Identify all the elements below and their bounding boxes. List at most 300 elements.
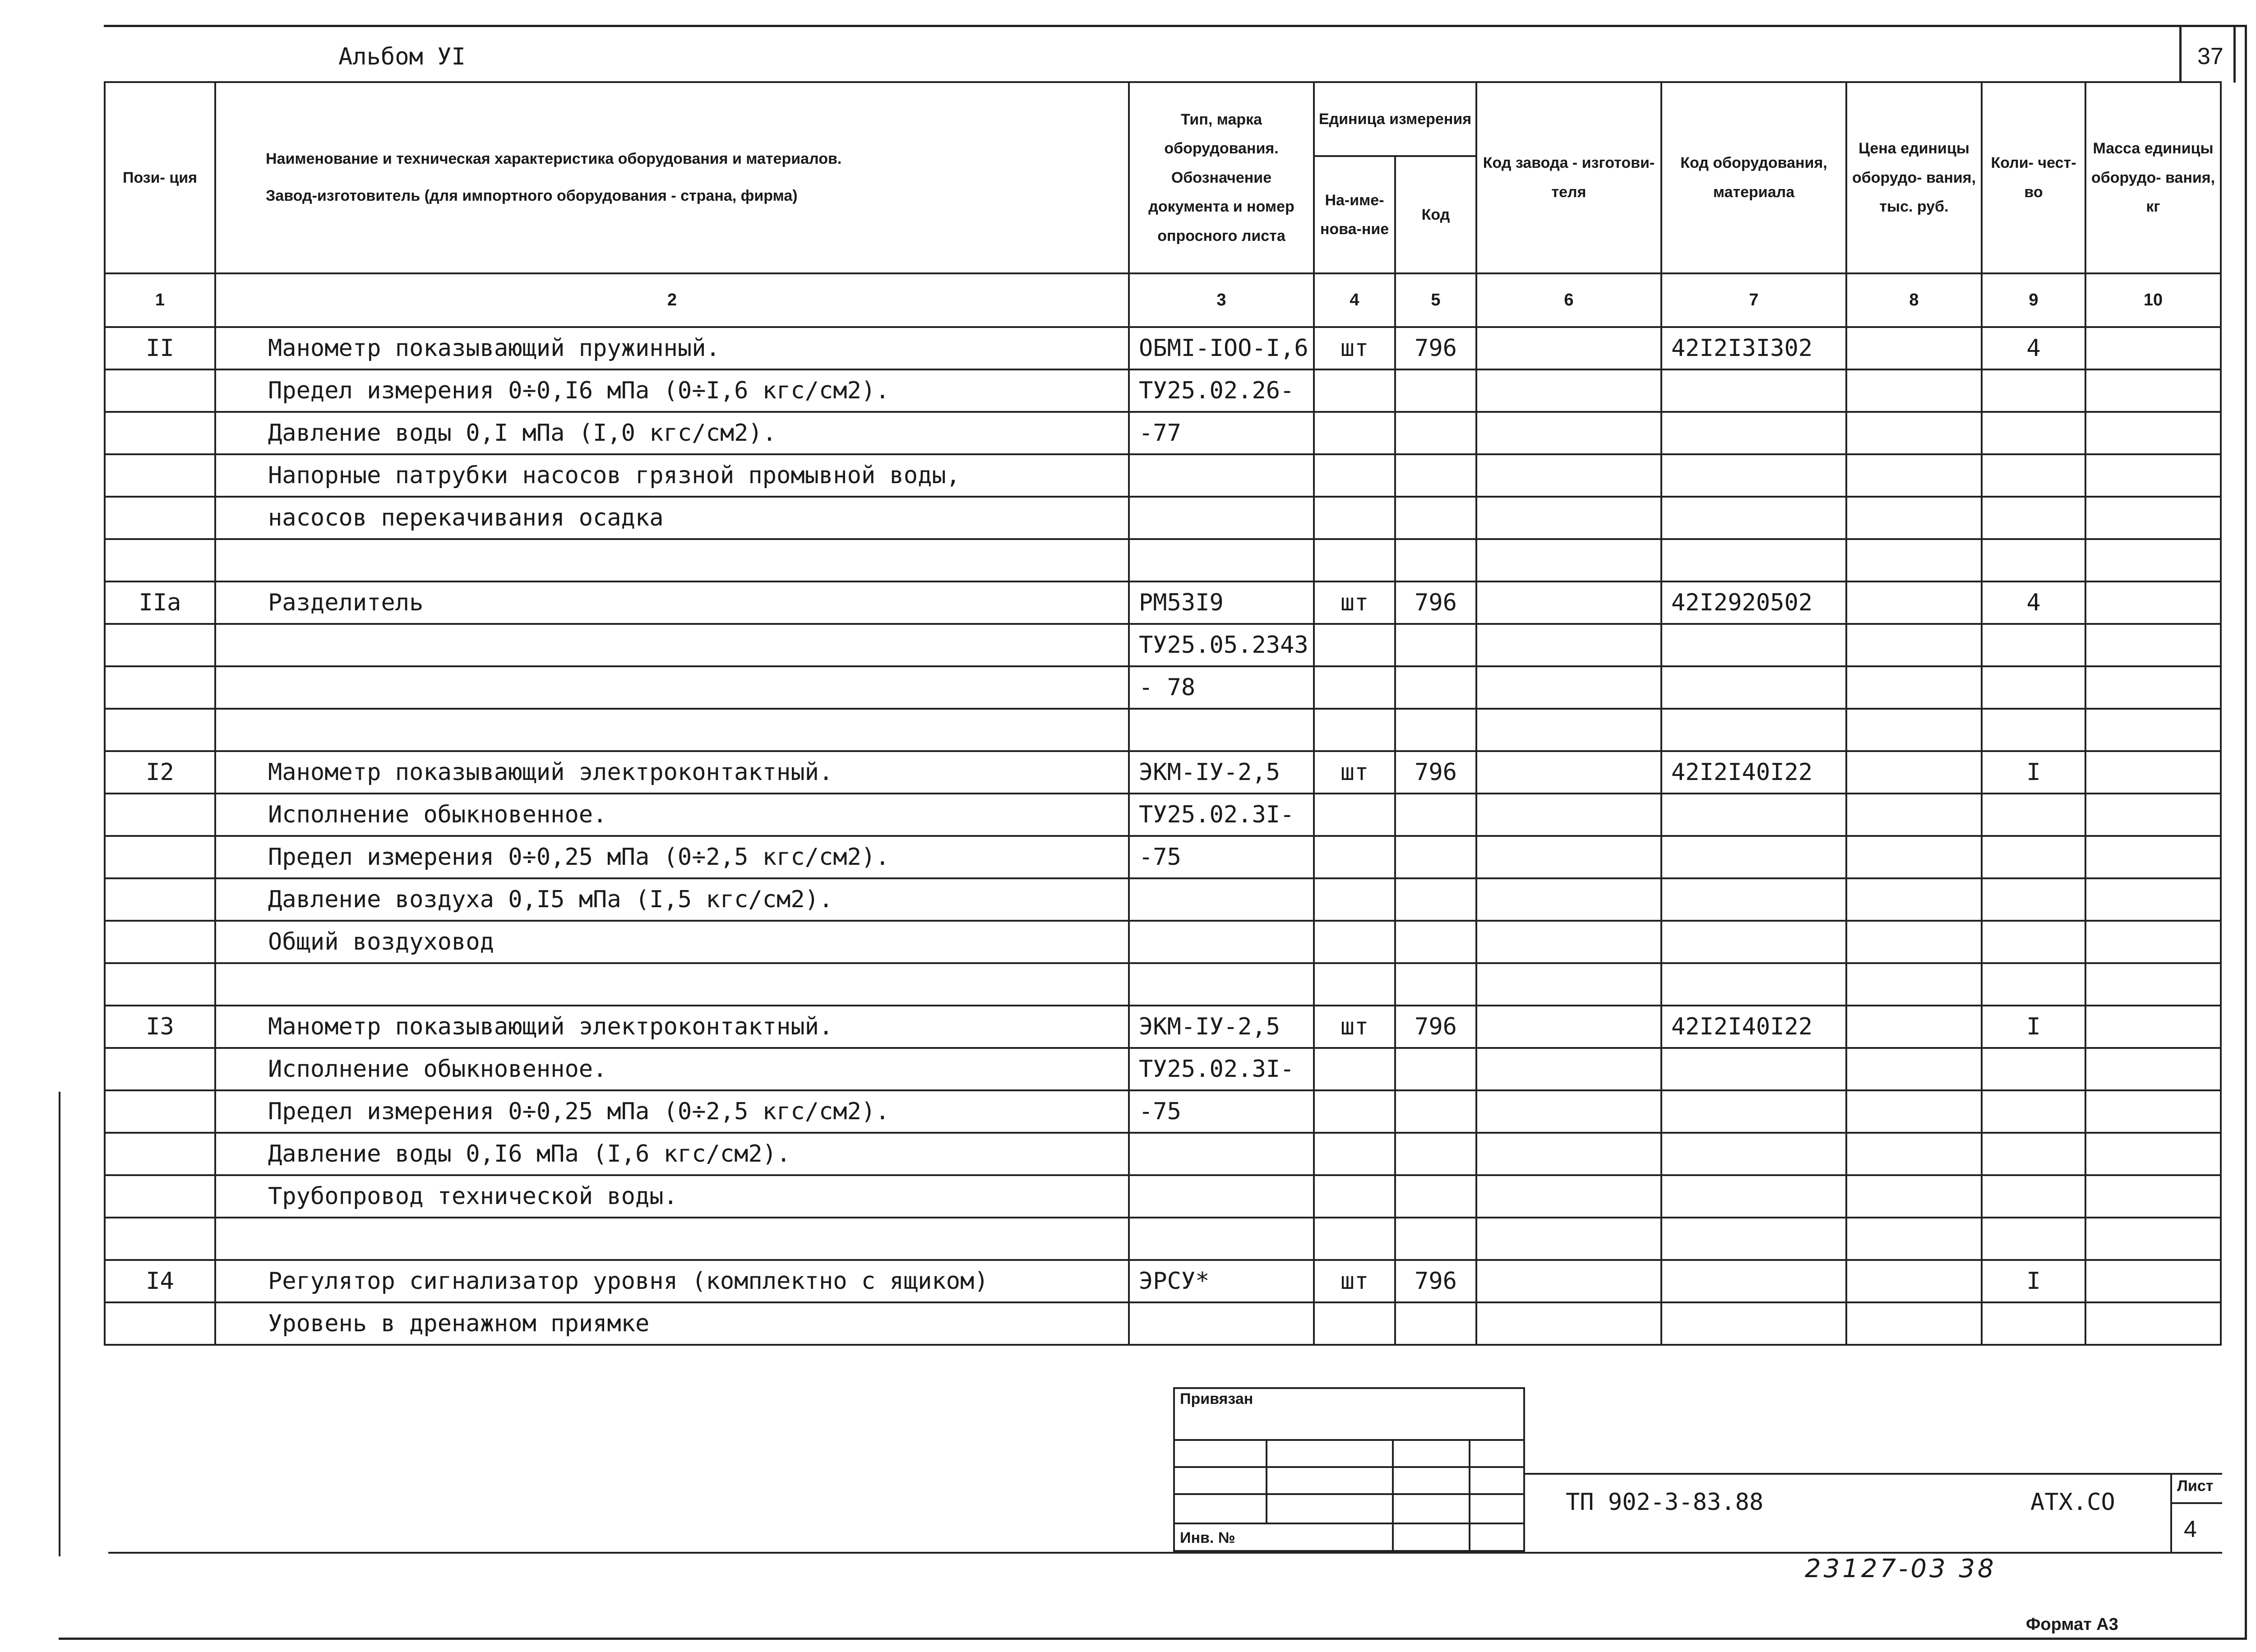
unit-name-cell — [1314, 666, 1395, 709]
page-number: 37 — [2197, 43, 2224, 69]
unit-code-cell — [1395, 1048, 1476, 1090]
table-row — [105, 1090, 2221, 1133]
unit-code-cell — [1395, 709, 1476, 751]
position-cell — [105, 539, 215, 581]
type-cell: ЭКМ-IУ-2,5 — [1129, 751, 1314, 794]
mass-cell — [2085, 666, 2221, 709]
stamp-grid-line — [1469, 1439, 1470, 1552]
price-cell — [1846, 794, 1982, 836]
bound-stamp-box — [1173, 1387, 1525, 1552]
name-cell — [215, 624, 1129, 666]
name-cell: Напорные патрубки насосов грязной промывной воды, — [215, 454, 1129, 497]
unit-name-cell — [1314, 878, 1395, 921]
position-cell — [105, 454, 215, 497]
table-row — [105, 963, 2221, 1006]
document-code: ТП 902-3-83.88 — [1566, 1489, 1764, 1516]
unit-code-cell — [1395, 666, 1476, 709]
equipment-code-cell — [1661, 1175, 1846, 1218]
unit-code-cell — [1395, 1175, 1476, 1218]
price-cell — [1846, 666, 1982, 709]
unit-name-cell — [1314, 1048, 1395, 1090]
column-number: 5 — [1395, 273, 1476, 327]
unit-name-cell — [1314, 1175, 1395, 1218]
position-cell — [105, 709, 215, 751]
mass-cell — [2085, 1175, 2221, 1218]
type-cell: ТУ25.02.3I- — [1129, 1048, 1314, 1090]
table-row — [105, 581, 2221, 624]
column-number: 8 — [1846, 273, 1982, 327]
table-row — [105, 497, 2221, 539]
price-cell — [1846, 1218, 1982, 1260]
type-cell — [1129, 1218, 1314, 1260]
price-cell — [1846, 454, 1982, 497]
bottom-frame-line — [59, 1638, 2247, 1640]
type-cell: ЭКМ-IУ-2,5 — [1129, 1006, 1314, 1048]
unit-name-cell — [1314, 369, 1395, 412]
unit-name-cell: шт — [1314, 327, 1395, 369]
table-row — [105, 1006, 2221, 1048]
quantity-cell — [1982, 1218, 2085, 1260]
unit-code-cell — [1395, 878, 1476, 921]
unit-code-cell: 796 — [1395, 1006, 1476, 1048]
unit-code-cell: 796 — [1395, 581, 1476, 624]
equipment-code-cell — [1661, 921, 1846, 963]
unit-name-cell — [1314, 963, 1395, 1006]
header-price: Цена единицы оборудо- вания, тыс. руб. — [1846, 82, 1982, 273]
position-cell: I4 — [105, 1260, 215, 1302]
price-cell — [1846, 1090, 1982, 1133]
unit-code-cell: 796 — [1395, 1260, 1476, 1302]
name-cell: Трубопровод технической воды. — [215, 1175, 1129, 1218]
quantity-cell — [1982, 1175, 2085, 1218]
stamp-grid-line — [1392, 1439, 1394, 1552]
column-number: 7 — [1661, 273, 1846, 327]
type-cell: РМ53I9 — [1129, 581, 1314, 624]
mass-cell — [2085, 1218, 2221, 1260]
header-row-1 — [105, 82, 2221, 156]
equipment-code-cell — [1661, 1260, 1846, 1302]
position-cell — [105, 878, 215, 921]
quantity-cell — [1982, 709, 2085, 751]
position-cell — [105, 1218, 215, 1260]
name-cell — [215, 1218, 1129, 1260]
position-cell: I3 — [105, 1006, 215, 1048]
header-unit-name: На-име-нова-ние — [1314, 156, 1395, 273]
type-cell — [1129, 497, 1314, 539]
price-cell — [1846, 836, 1982, 878]
position-cell: II — [105, 327, 215, 369]
quantity-cell — [1982, 666, 2085, 709]
position-cell — [105, 369, 215, 412]
price-cell — [1846, 327, 1982, 369]
factory-code-cell — [1476, 794, 1661, 836]
position-cell — [105, 1048, 215, 1090]
column-number: 6 — [1476, 273, 1661, 327]
column-number: 4 — [1314, 273, 1395, 327]
mass-cell — [2085, 497, 2221, 539]
unit-code-cell — [1395, 412, 1476, 454]
factory-code-cell — [1476, 497, 1661, 539]
factory-code-cell — [1476, 751, 1661, 794]
price-cell — [1846, 624, 1982, 666]
mass-cell — [2085, 539, 2221, 581]
quantity-cell — [1982, 539, 2085, 581]
mass-cell — [2085, 454, 2221, 497]
type-cell: - 78 — [1129, 666, 1314, 709]
table-row — [105, 836, 2221, 878]
name-cell: Предел измерения 0÷0,25 мПа (0÷2,5 кгс/см2). — [215, 836, 1129, 878]
document-suffix: АТХ.СО — [2030, 1489, 2115, 1516]
header-type: Тип, марка оборудования. Обозначение документа и номер опросного листа — [1129, 82, 1314, 273]
factory-code-cell — [1476, 327, 1661, 369]
unit-code-cell — [1395, 1302, 1476, 1345]
unit-code-cell — [1395, 794, 1476, 836]
equipment-code-cell — [1661, 1090, 1846, 1133]
quantity-cell — [1982, 963, 2085, 1006]
factory-code-cell — [1476, 624, 1661, 666]
table-row — [105, 624, 2221, 666]
price-cell — [1846, 921, 1982, 963]
equipment-code-cell: 42I2920502 — [1661, 581, 1846, 624]
quantity-cell — [1982, 1133, 2085, 1175]
name-cell: Исполнение обыкновенное. — [215, 1048, 1129, 1090]
type-cell: -77 — [1129, 412, 1314, 454]
handwritten-code: 23127-03 38 — [1805, 1554, 1997, 1583]
price-cell — [1846, 581, 1982, 624]
factory-code-cell — [1476, 836, 1661, 878]
table-row — [105, 1218, 2221, 1260]
position-cell — [105, 1090, 215, 1133]
stamp-grid-line — [1173, 1493, 1525, 1495]
unit-name-cell — [1314, 1133, 1395, 1175]
quantity-cell: I — [1982, 1006, 2085, 1048]
unit-name-cell — [1314, 412, 1395, 454]
price-cell — [1846, 878, 1982, 921]
stamp-grid-line — [1266, 1439, 1267, 1523]
type-cell: ТУ25.02.26- — [1129, 369, 1314, 412]
column-number: 1 — [105, 273, 215, 327]
name-cell: насосов перекачивания осадка — [215, 497, 1129, 539]
mass-cell — [2085, 1133, 2221, 1175]
name-cell — [215, 963, 1129, 1006]
price-cell — [1846, 369, 1982, 412]
factory-code-cell — [1476, 1218, 1661, 1260]
factory-code-cell — [1476, 454, 1661, 497]
equipment-code-cell: 42I2I40I22 — [1661, 751, 1846, 794]
position-cell — [105, 921, 215, 963]
unit-name-cell — [1314, 1302, 1395, 1345]
mass-cell — [2085, 963, 2221, 1006]
table-row — [105, 1048, 2221, 1090]
unit-code-cell — [1395, 497, 1476, 539]
left-margin-bracket — [59, 1092, 110, 1556]
inventory-label: Инв. № — [1180, 1529, 1235, 1546]
position-cell — [105, 794, 215, 836]
unit-name-cell — [1314, 624, 1395, 666]
unit-code-cell — [1395, 1218, 1476, 1260]
equipment-code-cell — [1661, 836, 1846, 878]
table-row — [105, 1133, 2221, 1175]
mass-cell — [2085, 709, 2221, 751]
unit-code-cell — [1395, 539, 1476, 581]
unit-name-cell — [1314, 1090, 1395, 1133]
unit-code-cell — [1395, 921, 1476, 963]
title-block-line — [2170, 1502, 2222, 1504]
bound-label: Привязан — [1180, 1390, 1253, 1407]
equipment-code-cell — [1661, 878, 1846, 921]
unit-name-cell — [1314, 921, 1395, 963]
price-cell — [1846, 963, 1982, 1006]
quantity-cell — [1982, 454, 2085, 497]
price-cell — [1846, 539, 1982, 581]
unit-name-cell: шт — [1314, 1006, 1395, 1048]
mass-cell — [2085, 327, 2221, 369]
table-row — [105, 1302, 2221, 1345]
mass-cell — [2085, 1090, 2221, 1133]
type-cell: ТУ25.05.2343 — [1129, 624, 1314, 666]
price-cell — [1846, 1048, 1982, 1090]
header-equipment-code: Код оборудования, материала — [1661, 82, 1846, 273]
mass-cell — [2085, 369, 2221, 412]
right-frame-line — [2245, 25, 2247, 1640]
equipment-code-cell — [1661, 794, 1846, 836]
specification-table — [104, 81, 2222, 1346]
column-number-row — [105, 273, 2221, 327]
equipment-code-cell: 42I2I3I302 — [1661, 327, 1846, 369]
type-cell: -75 — [1129, 836, 1314, 878]
quantity-cell — [1982, 1302, 2085, 1345]
equipment-code-cell: 42I2I40I22 — [1661, 1006, 1846, 1048]
type-cell — [1129, 1302, 1314, 1345]
type-cell — [1129, 454, 1314, 497]
name-cell: Регулятор сигнализатор уровня (комплектно с ящиком) — [215, 1260, 1129, 1302]
position-cell — [105, 497, 215, 539]
factory-code-cell — [1476, 666, 1661, 709]
quantity-cell — [1982, 497, 2085, 539]
table-row — [105, 666, 2221, 709]
header-name-line2: Завод-изготовитель (для импортного оборудования - страна, фирма) — [266, 187, 798, 204]
unit-code-cell — [1395, 1133, 1476, 1175]
quantity-cell — [1982, 836, 2085, 878]
paper-format: Формат А3 — [2026, 1615, 2118, 1634]
unit-name-cell — [1314, 454, 1395, 497]
mass-cell — [2085, 1260, 2221, 1302]
equipment-code-cell — [1661, 539, 1846, 581]
unit-name-cell: шт — [1314, 581, 1395, 624]
price-cell — [1846, 1260, 1982, 1302]
table-row — [105, 327, 2221, 369]
unit-code-cell: 796 — [1395, 327, 1476, 369]
position-cell — [105, 412, 215, 454]
quantity-cell — [1982, 369, 2085, 412]
table-row — [105, 1260, 2221, 1302]
mass-cell — [2085, 1006, 2221, 1048]
equipment-code-cell — [1661, 369, 1846, 412]
mass-cell — [2085, 751, 2221, 794]
unit-name-cell — [1314, 794, 1395, 836]
quantity-cell — [1982, 921, 2085, 963]
quantity-cell: 4 — [1982, 327, 2085, 369]
name-cell: Давление воды 0,I6 мПа (I,6 кгс/см2). — [215, 1133, 1129, 1175]
mass-cell — [2085, 836, 2221, 878]
name-cell: Манометр показывающий электроконтактный. — [215, 751, 1129, 794]
unit-code-cell — [1395, 454, 1476, 497]
mass-cell — [2085, 412, 2221, 454]
position-cell: IIa — [105, 581, 215, 624]
quantity-cell — [1982, 412, 2085, 454]
type-cell: -75 — [1129, 1090, 1314, 1133]
equipment-code-cell — [1661, 412, 1846, 454]
factory-code-cell — [1476, 412, 1661, 454]
table-row — [105, 878, 2221, 921]
equipment-code-cell — [1661, 624, 1846, 666]
sheet-label: Лист — [2177, 1477, 2214, 1495]
stamp-grid-line — [1173, 1439, 1525, 1441]
factory-code-cell — [1476, 369, 1661, 412]
equipment-code-cell — [1661, 709, 1846, 751]
quantity-cell — [1982, 1090, 2085, 1133]
quantity-cell: I — [1982, 751, 2085, 794]
factory-code-cell — [1476, 709, 1661, 751]
price-cell — [1846, 1006, 1982, 1048]
quantity-cell — [1982, 1048, 2085, 1090]
header-quantity: Коли- чест- во — [1982, 82, 2085, 273]
type-cell — [1129, 1133, 1314, 1175]
equipment-code-cell — [1661, 963, 1846, 1006]
table-row — [105, 751, 2221, 794]
name-cell: Общий воздуховод — [215, 921, 1129, 963]
title-block-line — [1525, 1473, 2222, 1475]
name-cell: Манометр показывающий пружинный. — [215, 327, 1129, 369]
quantity-cell — [1982, 794, 2085, 836]
price-cell — [1846, 497, 1982, 539]
quantity-cell — [1982, 624, 2085, 666]
table-row — [105, 921, 2221, 963]
album-title: Альбом УI — [338, 43, 466, 70]
factory-code-cell — [1476, 581, 1661, 624]
price-cell — [1846, 1175, 1982, 1218]
price-cell — [1846, 709, 1982, 751]
type-cell — [1129, 709, 1314, 751]
type-cell: ЭРСУ* — [1129, 1260, 1314, 1302]
top-frame-line — [104, 25, 2247, 27]
table-body — [105, 327, 2221, 1345]
position-cell — [105, 666, 215, 709]
mass-cell — [2085, 1048, 2221, 1090]
unit-code-cell — [1395, 1090, 1476, 1133]
unit-name-cell: шт — [1314, 1260, 1395, 1302]
title-block-line — [2170, 1473, 2172, 1552]
unit-name-cell — [1314, 709, 1395, 751]
type-cell — [1129, 921, 1314, 963]
position-cell: I2 — [105, 751, 215, 794]
name-cell: Предел измерения 0÷0,I6 мПа (0÷I,6 кгс/см2). — [215, 369, 1129, 412]
header-position: Пози- ция — [105, 82, 215, 273]
type-cell — [1129, 539, 1314, 581]
name-cell: Манометр показывающий электроконтактный. — [215, 1006, 1129, 1048]
position-cell — [105, 624, 215, 666]
name-cell: Давление воздуха 0,I5 мПа (I,5 кгс/см2). — [215, 878, 1129, 921]
type-cell — [1129, 963, 1314, 1006]
mass-cell — [2085, 921, 2221, 963]
column-number: 2 — [215, 273, 1129, 327]
type-cell: ТУ25.02.3I- — [1129, 794, 1314, 836]
quantity-cell: 4 — [1982, 581, 2085, 624]
title-block-bottom-line — [108, 1552, 2222, 1554]
factory-code-cell — [1476, 539, 1661, 581]
name-cell — [215, 539, 1129, 581]
table-row — [105, 369, 2221, 412]
type-cell — [1129, 1175, 1314, 1218]
type-cell: ОБМI-IOO-I,6 — [1129, 327, 1314, 369]
position-cell — [105, 1133, 215, 1175]
name-cell: Уровень в дренажном приямке — [215, 1302, 1129, 1345]
unit-name-cell — [1314, 1218, 1395, 1260]
price-cell — [1846, 412, 1982, 454]
price-cell — [1846, 1133, 1982, 1175]
unit-name-cell — [1314, 497, 1395, 539]
factory-code-cell — [1476, 1090, 1661, 1133]
table-row — [105, 794, 2221, 836]
equipment-code-cell — [1661, 1133, 1846, 1175]
header-name — [215, 82, 1129, 273]
unit-name-cell: шт — [1314, 751, 1395, 794]
equipment-code-cell — [1661, 497, 1846, 539]
unit-code-cell — [1395, 624, 1476, 666]
table-row — [105, 454, 2221, 497]
quantity-cell — [1982, 878, 2085, 921]
price-cell — [1846, 751, 1982, 794]
mass-cell — [2085, 794, 2221, 836]
mass-cell — [2085, 1302, 2221, 1345]
header-factory-code: Код завода - изготови- теля — [1476, 82, 1661, 273]
stamp-grid-line — [1173, 1466, 1525, 1468]
equipment-code-cell — [1661, 1302, 1846, 1345]
column-number: 3 — [1129, 273, 1314, 327]
unit-code-cell: 796 — [1395, 751, 1476, 794]
name-cell: Исполнение обыкновенное. — [215, 794, 1129, 836]
factory-code-cell — [1476, 1175, 1661, 1218]
equipment-code-cell — [1661, 666, 1846, 709]
header-unit-code: Код — [1395, 156, 1476, 273]
name-cell: Давление воды 0,I мПа (I,0 кгс/см2). — [215, 412, 1129, 454]
name-cell: Предел измерения 0÷0,25 мПа (0÷2,5 кгс/см2). — [215, 1090, 1129, 1133]
equipment-code-cell — [1661, 1048, 1846, 1090]
factory-code-cell — [1476, 878, 1661, 921]
name-cell: Разделитель — [215, 581, 1129, 624]
factory-code-cell — [1476, 1048, 1661, 1090]
sheet-number: 4 — [2184, 1516, 2197, 1542]
name-cell — [215, 666, 1129, 709]
header-name-line1: Наименование и техническая характеристика оборудования и материалов. — [266, 150, 842, 168]
table-row — [105, 412, 2221, 454]
stamp-grid-line — [1173, 1523, 1525, 1524]
factory-code-cell — [1476, 1302, 1661, 1345]
column-number: 9 — [1982, 273, 2085, 327]
unit-code-cell — [1395, 836, 1476, 878]
header-mass: Масса единицы оборудо- вания, кг — [2085, 82, 2221, 273]
unit-name-cell — [1314, 539, 1395, 581]
unit-code-cell — [1395, 369, 1476, 412]
position-cell — [105, 963, 215, 1006]
position-cell — [105, 836, 215, 878]
name-cell — [215, 709, 1129, 751]
position-cell — [105, 1175, 215, 1218]
type-cell — [1129, 878, 1314, 921]
unit-name-cell — [1314, 836, 1395, 878]
factory-code-cell — [1476, 921, 1661, 963]
table-row — [105, 539, 2221, 581]
